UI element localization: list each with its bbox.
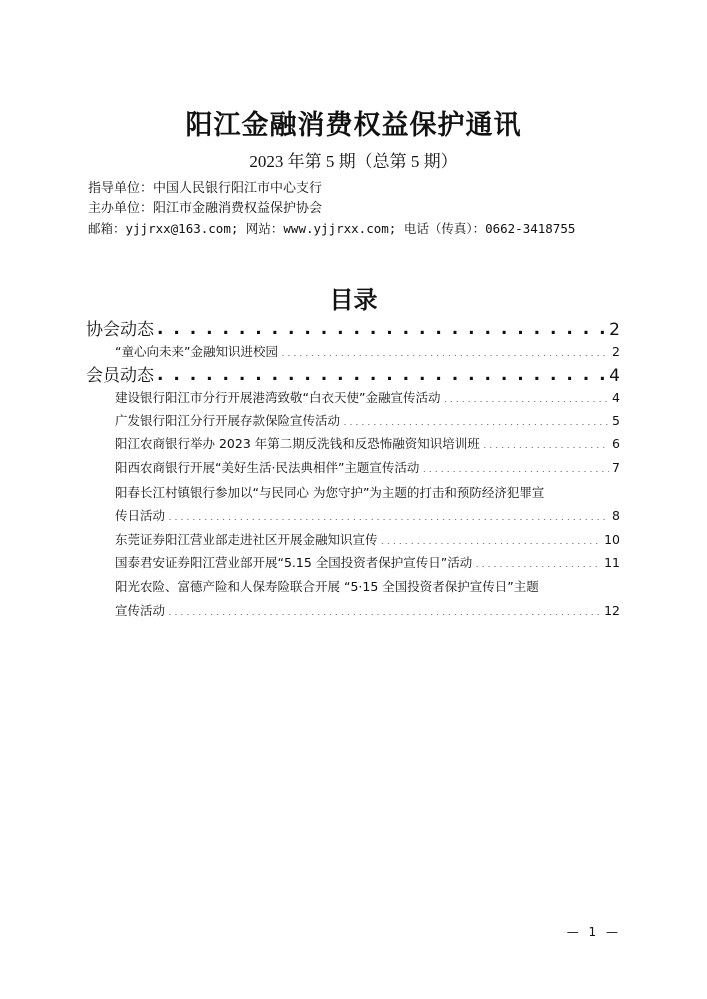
toc-section-member-news[interactable] <box>86 364 620 387</box>
toc-page-number: 7 <box>612 460 620 475</box>
toc-leader-dots <box>168 603 601 616</box>
toc-entry-title: 阳江农商银行举办 2023 年第二期反洗钱和反恐怖融资知识培训班 <box>115 436 480 451</box>
toc-leader-dots <box>157 318 606 335</box>
toc-entry-title: 国泰君安证券阳江营业部开展“5.15 全国投资者保护宣传日”活动 <box>115 555 473 570</box>
page-number: — 1 — <box>566 925 621 939</box>
issue-line: 2023 年第 5 期（总第 5 期） <box>249 152 458 171</box>
toc-title: 目录 <box>329 286 378 314</box>
toc-page-number: 4 <box>609 366 620 386</box>
guide-unit: 指导单位：中国人民银行阳江市中心支行 <box>88 181 323 196</box>
toc-page-number: 4 <box>612 390 620 405</box>
toc-entry-first-line[interactable]: 阳春长江村镇银行参加以“与民同心 为您守护”为主题的打击和预防经济犯罪宣 <box>115 485 545 500</box>
toc-entry[interactable] <box>115 531 620 549</box>
toc-entry-title: 宣传活动 <box>115 603 166 618</box>
toc-page-number: 11 <box>604 555 620 570</box>
toc-page-number: 2 <box>612 344 620 359</box>
toc-page-number: 6 <box>612 436 620 451</box>
toc-leader-dots <box>381 532 602 545</box>
contact-line: 邮箱：yjjrxx@163.com; 网站：www.yjjrxx.com; 电话（传真）：0662-3418755 <box>88 221 576 236</box>
toc-entry[interactable] <box>115 389 620 407</box>
toc-entry[interactable] <box>115 412 620 430</box>
newsletter-title: 阳江金融消费权益保护通讯 <box>185 110 522 141</box>
host-unit: 主办单位：阳江市金融消费权益保护协会 <box>88 201 323 216</box>
toc-entry-title: “童心向未来”金融知识进校园 <box>115 344 278 359</box>
toc-page-number: 12 <box>604 603 620 618</box>
toc-leader-dots <box>443 390 609 403</box>
toc-entry-title: 东莞证券阳江营业部走进社区开展金融知识宣传 <box>115 532 378 547</box>
toc-page-number: 8 <box>612 508 620 523</box>
toc-entry[interactable] <box>115 459 620 477</box>
toc-leader-dots <box>157 364 606 381</box>
toc-entry[interactable] <box>115 343 620 361</box>
toc-page-number: 5 <box>612 413 620 428</box>
toc-section-label: 协会动态 <box>86 320 154 340</box>
toc-leader-dots <box>422 460 609 473</box>
toc-entry-title: 建设银行阳江市分行开展港湾致敬“白衣天使”金融宣传活动 <box>115 390 441 405</box>
toc-entry[interactable] <box>115 554 620 572</box>
toc-entry[interactable] <box>115 435 620 453</box>
toc-leader-dots <box>475 555 601 568</box>
toc-leader-dots <box>281 344 609 357</box>
toc-page-number: 10 <box>604 532 620 547</box>
toc-section-label: 会员动态 <box>86 366 154 386</box>
toc-entry-title: 阳西农商银行开展“美好生活·民法典相伴”主题宣传活动 <box>115 460 420 475</box>
toc-entry-first-line[interactable]: 阳光农险、富德产险和人保寿险联合开展 “5·15 全国投资者保护宣传日”主题 <box>115 579 539 594</box>
toc-section-association-news[interactable] <box>86 318 620 341</box>
toc-entry-title: 广发银行阳江分行开展存款保险宣传活动 <box>115 413 341 428</box>
toc-entry[interactable] <box>115 602 620 620</box>
toc-entry-title: 传日活动 <box>115 508 166 523</box>
toc-leader-dots <box>483 436 609 449</box>
toc-page-number: 2 <box>609 320 620 340</box>
toc-entry[interactable] <box>115 507 620 525</box>
toc-leader-dots <box>343 413 609 426</box>
toc-leader-dots <box>168 508 609 521</box>
